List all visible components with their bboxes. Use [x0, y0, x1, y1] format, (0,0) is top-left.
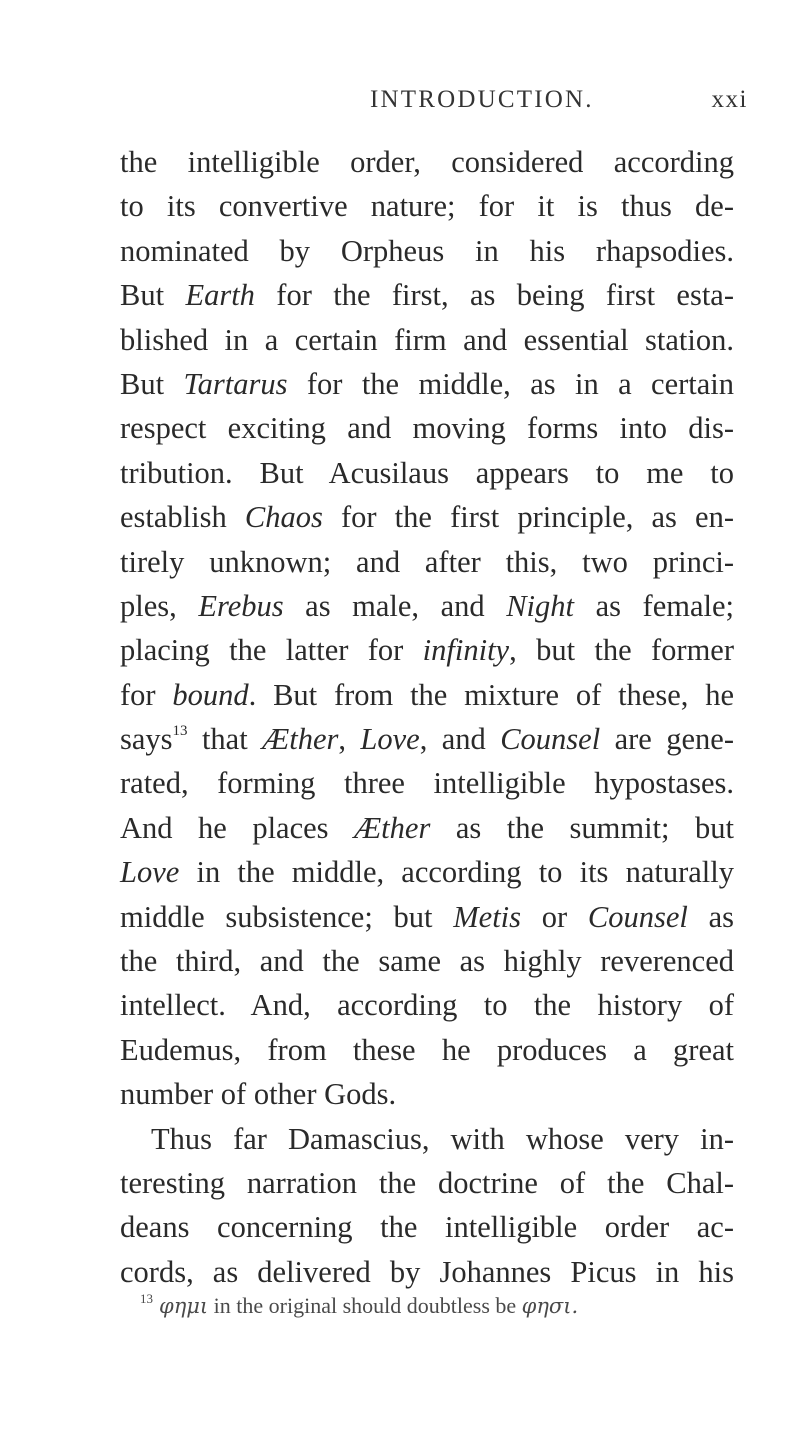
text-run: as male, and — [283, 588, 507, 623]
italic-term: bound — [172, 677, 249, 712]
text-run: as — [687, 899, 734, 934]
italic-term: Earth — [185, 278, 255, 313]
text-run: , — [338, 722, 361, 757]
text-run: tirely unknown; and after this, two princi- — [120, 544, 734, 579]
page-number: xxi — [711, 86, 748, 113]
text-line — [120, 850, 734, 894]
footnote-text: in the original should doubtless be — [208, 1293, 522, 1318]
text-run: establish — [120, 500, 245, 535]
italic-term: Love — [120, 855, 180, 890]
text-line — [120, 983, 734, 1027]
text-line — [120, 1161, 734, 1205]
text-run: middle subsistence; but — [120, 899, 454, 934]
text-line — [120, 939, 734, 983]
text-run: in the middle, according to its naturally — [179, 855, 734, 890]
italic-term: infinity — [422, 633, 510, 668]
text-run: says — [120, 722, 173, 757]
text-run: And he places — [120, 810, 355, 845]
text-run: that — [187, 722, 263, 757]
text-run: tribution. But Acusilaus appears to me to — [120, 455, 734, 490]
footnote-greek-word: φημι — [159, 1294, 209, 1318]
italic-term: Counsel — [500, 722, 601, 757]
italic-term: Tartarus — [183, 366, 288, 401]
text-line — [120, 673, 734, 717]
italic-term: Counsel — [587, 899, 688, 934]
text-run: respect exciting and moving forms into dis- — [120, 411, 734, 446]
text-run: for — [120, 677, 173, 712]
text-run: for the first, as being first esta- — [254, 278, 734, 313]
text-line — [120, 140, 734, 184]
text-run: are gene- — [600, 722, 734, 757]
text-run: number of other Gods. — [120, 1077, 397, 1112]
running-title: INTRODUCTION. — [370, 86, 594, 113]
text-line — [120, 451, 734, 495]
text-run: . But from the mixture of these, he — [248, 677, 734, 712]
italic-term: Love — [360, 722, 420, 757]
text-run: cords, as delivered by Johannes Picus in his — [120, 1254, 734, 1289]
text-line — [120, 495, 734, 539]
text-run: ples, — [120, 588, 199, 623]
text-line — [120, 229, 734, 273]
italic-term: Night — [506, 588, 575, 623]
italic-term: Chaos — [244, 500, 323, 535]
text-line — [120, 273, 734, 317]
text-run: or — [521, 899, 588, 934]
running-head — [0, 86, 800, 116]
footnote-marker: 13 — [140, 1291, 153, 1306]
text-line — [120, 318, 734, 362]
text-run: teresting narration the doctrine of the Chal- — [120, 1165, 734, 1200]
text-line — [120, 1250, 734, 1294]
text-line — [120, 895, 734, 939]
text-run: for the first principle, as en- — [322, 500, 734, 535]
text-run: But — [120, 366, 184, 401]
text-run: , but the former — [509, 633, 734, 668]
text-line — [120, 584, 734, 628]
text-run: placing the latter for — [120, 633, 423, 668]
text-line — [120, 362, 734, 406]
text-line — [120, 761, 734, 805]
italic-term: Erebus — [198, 588, 284, 623]
footnote — [140, 1291, 734, 1324]
text-line — [120, 628, 734, 672]
text-run: the third, and the same as highly reverenced — [120, 944, 734, 979]
text-run: for the middle, as in a certain — [287, 366, 734, 401]
footnote-greek-correction: φησι. — [521, 1294, 579, 1318]
body-text — [120, 140, 734, 1294]
text-line — [120, 717, 734, 761]
text-run: as female; — [574, 588, 734, 623]
text-run: to its convertive nature; for it is thus de- — [120, 189, 734, 224]
text-line — [120, 1028, 734, 1072]
text-run: Eudemus, from these he produces a great — [120, 1032, 734, 1067]
text-run: intellect. And, according to the history of — [120, 988, 734, 1023]
text-run: rated, forming three intelligible hypostases. — [120, 766, 734, 801]
italic-term: Æther — [354, 810, 431, 845]
text-run: the intelligible order, considered according — [120, 145, 734, 179]
footnote-reference: 13 — [172, 723, 188, 740]
italic-term: Æther — [262, 722, 339, 757]
text-run: , and — [419, 722, 501, 757]
text-line — [120, 1117, 734, 1161]
text-run: But — [120, 278, 186, 313]
text-line — [120, 540, 734, 584]
text-run: deans concerning the intelligible order ac- — [120, 1210, 734, 1245]
text-run: Thus far Damascius, with whose very in- — [151, 1121, 734, 1156]
text-line — [120, 806, 734, 850]
text-run: blished in a certain firm and essential station. — [120, 322, 734, 357]
text-run: as the summit; but — [430, 810, 734, 845]
text-run: nominated by Orpheus in his rhapsodies. — [120, 233, 734, 268]
italic-term: Metis — [453, 899, 522, 934]
text-line — [120, 184, 734, 228]
text-line — [120, 1072, 734, 1116]
text-line — [120, 406, 734, 450]
text-line — [120, 1205, 734, 1249]
